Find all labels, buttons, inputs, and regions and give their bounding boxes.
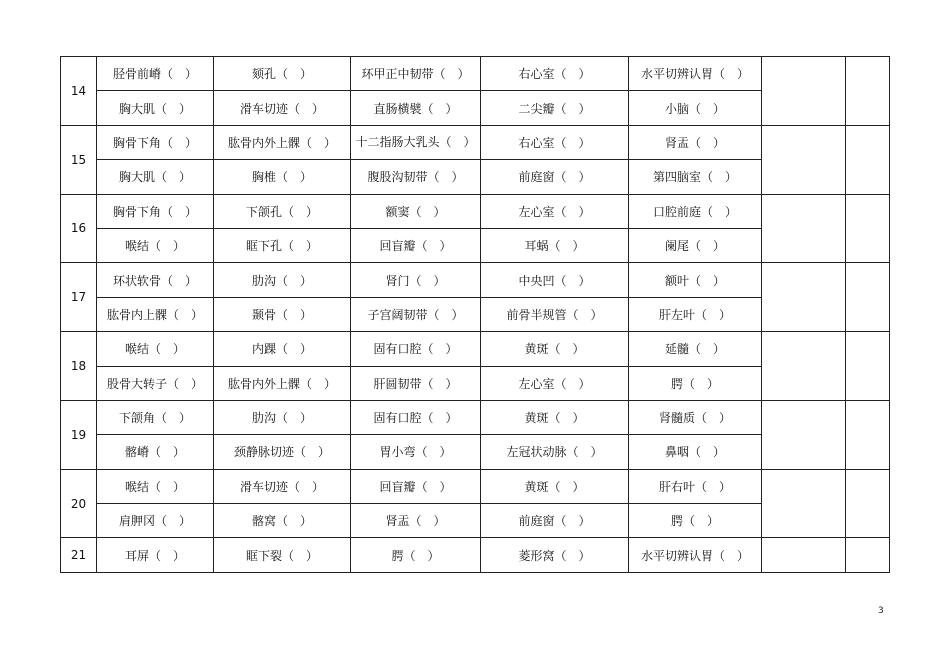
score-cell <box>762 538 846 572</box>
table-cell: 前骨半规管（ ） <box>481 297 629 331</box>
table-row <box>61 538 890 572</box>
page-number: 3 <box>878 606 884 616</box>
remark-cell <box>846 194 890 263</box>
table-cell: 中央凹（ ） <box>481 263 629 297</box>
score-cell <box>762 57 846 126</box>
remark-cell <box>846 263 890 332</box>
table-cell: 左心室（ ） <box>481 194 629 228</box>
table-cell: 固有口腔（ ） <box>351 400 481 434</box>
table-cell: 腭（ ） <box>629 366 762 400</box>
table-cell: 回盲瓣（ ） <box>351 228 481 262</box>
table-cell: 喉结（ ） <box>97 469 214 503</box>
table-cell: 眶下裂（ ） <box>214 538 351 572</box>
table-cell: 额叶（ ） <box>629 263 762 297</box>
table-cell: 二尖瓣（ ） <box>481 91 629 125</box>
table-cell: 胸骨下角（ ） <box>97 194 214 228</box>
table-cell: 耳屏（ ） <box>97 538 214 572</box>
table-row <box>61 57 890 91</box>
row-number: 15 <box>61 125 97 194</box>
table-cell: 内踝（ ） <box>214 332 351 366</box>
table-cell: 颞骨（ ） <box>214 297 351 331</box>
table-cell: 肝圆韧带（ ） <box>351 366 481 400</box>
table-cell: 滑车切迹（ ） <box>214 91 351 125</box>
table-cell: 滑车切迹（ ） <box>214 469 351 503</box>
table-cell: 腭（ ） <box>629 504 762 538</box>
table-cell: 黄斑（ ） <box>481 332 629 366</box>
table-row <box>61 263 890 297</box>
table-cell: 直肠横襞（ ） <box>351 91 481 125</box>
table-cell: 肝右叶（ ） <box>629 469 762 503</box>
score-cell <box>762 469 846 538</box>
table-cell: 固有口腔（ ） <box>351 332 481 366</box>
table-cell: 左心室（ ） <box>481 366 629 400</box>
score-cell <box>762 194 846 263</box>
table-cell: 肋沟（ ） <box>214 263 351 297</box>
row-number: 14 <box>61 57 97 126</box>
table-row <box>61 125 890 159</box>
table-cell: 颏孔（ ） <box>214 57 351 91</box>
table-cell: 胸大肌（ ） <box>97 91 214 125</box>
table-row <box>61 400 890 434</box>
table-cell: 延髓（ ） <box>629 332 762 366</box>
table-cell: 右心室（ ） <box>481 57 629 91</box>
table-cell: 右心室（ ） <box>481 125 629 159</box>
table-cell: 左冠状动脉（ ） <box>481 435 629 469</box>
table-row <box>61 194 890 228</box>
table-cell: 环甲正中韧带（ ） <box>351 57 481 91</box>
table-cell: 肩胛冈（ ） <box>97 504 214 538</box>
table-cell: 肱骨内外上髁（ ） <box>214 125 351 159</box>
specimen-table <box>60 56 890 573</box>
table-cell: 黄斑（ ） <box>481 400 629 434</box>
table-cell: 下颌角（ ） <box>97 400 214 434</box>
score-cell <box>762 400 846 469</box>
table-cell: 菱形窝（ ） <box>481 538 629 572</box>
table-cell: 胫骨前嵴（ ） <box>97 57 214 91</box>
table-cell: 第四脑室（ ） <box>629 160 762 194</box>
table-cell: 小脑（ ） <box>629 91 762 125</box>
table-cell: 髂窝（ ） <box>214 504 351 538</box>
table-cell: 阑尾（ ） <box>629 228 762 262</box>
row-number: 19 <box>61 400 97 469</box>
table-cell: 肱骨内上髁（ ） <box>97 297 214 331</box>
row-number: 16 <box>61 194 97 263</box>
table-cell: 下颌孔（ ） <box>214 194 351 228</box>
table-cell: 肾盂（ ） <box>629 125 762 159</box>
remark-cell <box>846 57 890 126</box>
table-cell: 腹股沟韧带（ ） <box>351 160 481 194</box>
remark-cell <box>846 538 890 572</box>
remark-cell <box>846 332 890 401</box>
table-cell: 腭（ ） <box>351 538 481 572</box>
table-cell: 肾髓质（ ） <box>629 400 762 434</box>
remark-cell <box>846 400 890 469</box>
table-cell: 前庭窗（ ） <box>481 504 629 538</box>
table-cell: 前庭窗（ ） <box>481 160 629 194</box>
table-cell: 额窦（ ） <box>351 194 481 228</box>
table-row <box>61 332 890 366</box>
row-number: 20 <box>61 469 97 538</box>
table-cell: 肋沟（ ） <box>214 400 351 434</box>
table-cell: 黄斑（ ） <box>481 469 629 503</box>
table-cell: 水平切辨认胃（ ） <box>629 57 762 91</box>
row-number: 21 <box>61 538 97 572</box>
table-cell: 回盲瓣（ ） <box>351 469 481 503</box>
table-cell: 肾盂（ ） <box>351 504 481 538</box>
table-cell: 胸椎（ ） <box>214 160 351 194</box>
table-cell: 环状软骨（ ） <box>97 263 214 297</box>
row-number: 17 <box>61 263 97 332</box>
table-cell: 口腔前庭（ ） <box>629 194 762 228</box>
table-cell: 水平切辨认胃（ ） <box>629 538 762 572</box>
table-cell: 耳蜗（ ） <box>481 228 629 262</box>
remark-cell <box>846 469 890 538</box>
table-cell: 肾门（ ） <box>351 263 481 297</box>
row-number: 18 <box>61 332 97 401</box>
table-cell: 胸大肌（ ） <box>97 160 214 194</box>
table-cell: 胸骨下角（ ） <box>97 125 214 159</box>
table-cell: 喉结（ ） <box>97 332 214 366</box>
table-cell: 鼻咽（ ） <box>629 435 762 469</box>
table-cell: 肝左叶（ ） <box>629 297 762 331</box>
table-cell: 胃小弯（ ） <box>351 435 481 469</box>
table-cell: 髂嵴（ ） <box>97 435 214 469</box>
table-cell: 眶下孔（ ） <box>214 228 351 262</box>
score-cell <box>762 332 846 401</box>
table-cell: 子宫阔韧带（ ） <box>351 297 481 331</box>
table-cell: 十二指肠大乳头（ ） <box>351 125 481 159</box>
remark-cell <box>846 125 890 194</box>
score-cell <box>762 263 846 332</box>
table-cell: 肱骨内外上髁（ ） <box>214 366 351 400</box>
table-cell: 喉结（ ） <box>97 228 214 262</box>
table-cell: 颈静脉切迹（ ） <box>214 435 351 469</box>
table-row <box>61 469 890 503</box>
score-cell <box>762 125 846 194</box>
table-cell: 股骨大转子（ ） <box>97 366 214 400</box>
